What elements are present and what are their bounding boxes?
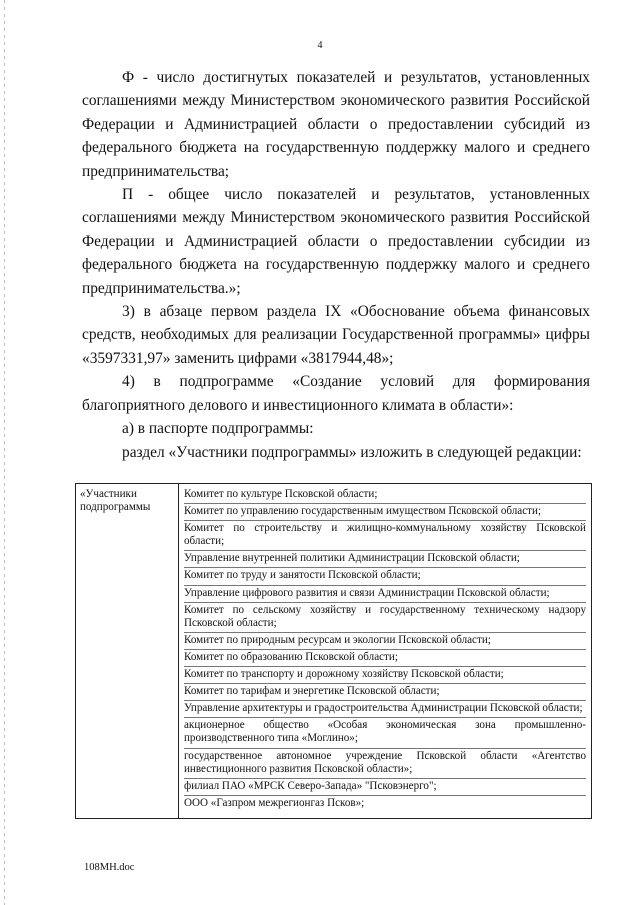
paragraph-subprogram: 4) в подпрограмме «Создание условий для формирования благоприятного делового и инвестиционного климата в области»: bbox=[82, 373, 590, 414]
paragraph-passport: а) в паспорте подпрограммы: bbox=[122, 420, 314, 438]
list-item: Комитет по транспорту и дорожному хозяйству Псковской области; bbox=[184, 667, 586, 684]
participants-table bbox=[75, 483, 592, 819]
participants-list-cell bbox=[179, 484, 592, 819]
participants-label: «Участники подпрограммы bbox=[80, 488, 151, 514]
list-item: Управление внутренней политики Администрации Псковской области; bbox=[184, 551, 586, 568]
body-text bbox=[82, 66, 590, 464]
list-item: ООО «Газпром межрегионгаз Псков»; bbox=[184, 796, 365, 809]
page-number: 4 bbox=[317, 40, 323, 51]
list-item: Комитет по образованию Псковской области; bbox=[184, 650, 586, 667]
list-item: Комитет по управлению государственным имуществом Псковской области; bbox=[184, 504, 586, 521]
paragraph-section-ix: 3) в абзаце первом раздела IX «Обоснование объема финансовых средств, необходимых для реализации Государственной программы» цифры «3597331,97» заменить цифрами «3817944,48»; bbox=[82, 303, 590, 367]
list-item: Комитет по труду и занятости Псковской области; bbox=[184, 568, 586, 585]
list-item: акционерное общество «Особая экономическая зона промышленно-производственного типа «Моглино»; bbox=[184, 718, 586, 748]
paragraph-f-definition: Ф - число достигнутых показателей и результатов, установленных соглашениями между Министерством экономического развития Российской Федерации и Администрацией области о предоставлении субсидий из федерального бюджета на государственную поддержку малого и среднего предпринимательства; bbox=[82, 69, 590, 180]
list-item: Комитет по культуре Псковской области; bbox=[184, 487, 586, 504]
list-item: Комитет по сельскому хозяйству и государственному техническому надзору Псковской области; bbox=[184, 603, 586, 633]
scan-edge bbox=[4, 0, 5, 905]
paragraph-participants-section: раздел «Участники подпрограммы» изложить в следующей редакции: bbox=[122, 443, 582, 461]
list-item: Управление архитектуры и градостроительства Администрации Псковской области; bbox=[184, 701, 586, 718]
list-item: Управление цифрового развития и связи Администрации Псковской области; bbox=[184, 586, 586, 603]
list-item: филиал ПАО «МРСК Северо-Запада» "Псковэнерго"; bbox=[184, 779, 586, 796]
list-item: Комитет по тарифам и энергетике Псковской области; bbox=[184, 684, 586, 701]
list-item: Комитет по строительству и жилищно-коммунальному хозяйству Псковской области; bbox=[184, 521, 586, 551]
participants-label-cell bbox=[76, 484, 179, 819]
footer-filename: 108MH.doc bbox=[84, 862, 135, 873]
list-item: государственное автономное учреждение Псковской области «Агентство инвестиционного развития Псковской области»; bbox=[184, 749, 586, 779]
list-item: Комитет по природным ресурсам и экологии Псковской области; bbox=[184, 633, 586, 650]
table-row bbox=[76, 484, 592, 819]
paragraph-p-definition: П - общее число показателей и результатов, установленных соглашениями между Министерством экономического развития Российской Федерации и Администрацией области о предоставлении субсидии из федерального бюджета на государственную поддержку малого и среднего предпринимательства.»; bbox=[82, 186, 590, 297]
